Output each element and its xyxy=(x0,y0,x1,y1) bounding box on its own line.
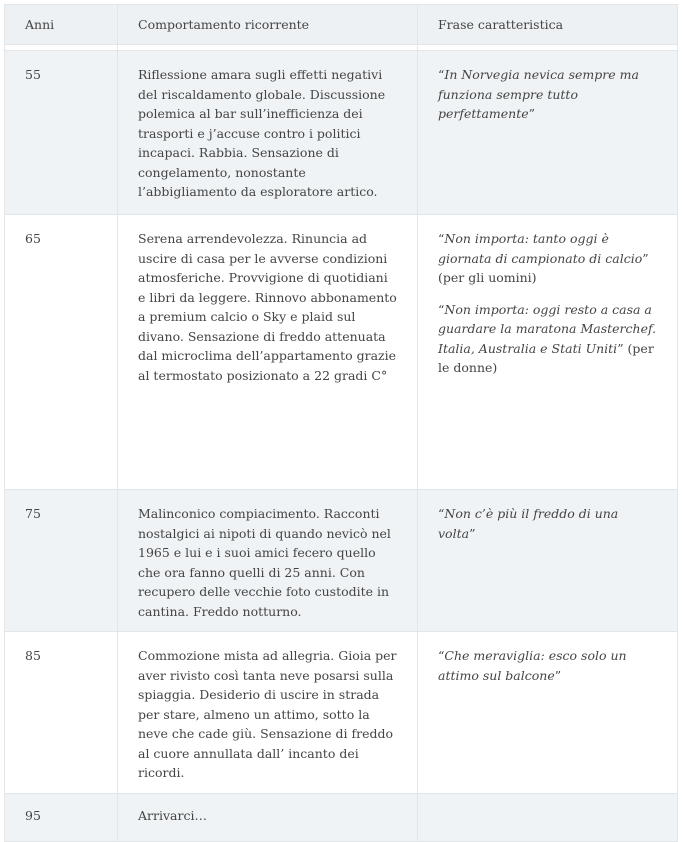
phrase-cell xyxy=(418,51,678,215)
age-cell: 85 xyxy=(5,632,118,794)
table-container xyxy=(4,4,677,842)
table-row xyxy=(5,793,678,841)
phrase-quote xyxy=(438,646,657,685)
quote-text: Non c’è più il freddo di una volta xyxy=(438,506,619,541)
behavior-cell: Malinconico compiacimento. Racconti nostalgici ai nipoti di quando nevicò nel 1965 e lui e i suoi amici fecero quello che ora fanno quelli di 25 anni. Con recupero delle vecchie foto custodite in cantina. Freddo notturno. xyxy=(118,490,418,632)
age-cell: 75 xyxy=(5,490,118,632)
behavior-cell: Commozione mista ad allegria. Gioia per aver rivisto così tanta neve posarsi sulla spiaggia. Desiderio di uscire in strada per stare, almeno un attimo, sotto la neve che cade giù. Sensazione di freddo al cuore annullata dall’ incanto dei ricordi. xyxy=(118,632,418,794)
age-cell: 95 xyxy=(5,793,118,841)
table-row xyxy=(5,51,678,215)
quote-text: Non importa: tanto oggi è giornata di campionato di calcio xyxy=(438,231,643,266)
quote-close-mark: ” xyxy=(528,106,536,121)
quote-close-mark: ” xyxy=(617,340,624,356)
quote-note: (per le donne) xyxy=(438,340,654,375)
quote-text: Che meraviglia: esco solo un attimo sul balcone xyxy=(438,648,627,683)
quote-open-mark: “ xyxy=(438,648,445,663)
header-age: Anni xyxy=(5,5,118,45)
phrase-quote xyxy=(438,229,657,288)
table-row xyxy=(5,215,678,490)
header-behavior: Comportamento ricorrente xyxy=(118,5,418,45)
quote-open-mark: “ xyxy=(438,506,445,521)
phrase-quote xyxy=(438,65,657,124)
phrase-cell xyxy=(418,490,678,632)
quote-close-mark: ” xyxy=(642,250,649,266)
quote-open-mark: “ xyxy=(438,301,445,317)
quote-text: In Norvegia nevica sempre ma funziona sempre tutto perfettamente xyxy=(438,67,639,121)
age-cell: 65 xyxy=(5,215,118,490)
quote-close-mark: ” xyxy=(554,667,562,683)
phrase-cell xyxy=(418,215,678,490)
behavior-cell: Arrivarci… xyxy=(118,793,418,841)
phrase-quote xyxy=(438,300,657,378)
quote-open-mark: “ xyxy=(438,67,445,82)
age-behavior-table xyxy=(4,4,678,842)
quote-close-mark: ” xyxy=(469,525,476,541)
quote-open-mark: “ xyxy=(438,231,445,246)
behavior-cell: Serena arrendevolezza. Rinuncia ad uscire di casa per le avverse condizioni atmosferiche. Provvigione di quotidiani e libri da leggere. Rinnovo abbonamento a premium calcio o Sky e plaid sul divano. Sensazione di freddo attenuata dal microclima dell’appartamento grazie al termostato posizionato a 22 gradi C° xyxy=(118,215,418,490)
quote-note: (per gli uomini) xyxy=(438,270,537,285)
header-phrase: Frase caratteristica xyxy=(418,5,678,45)
table-header-row xyxy=(5,5,678,45)
phrase-quote xyxy=(438,504,657,543)
table-row xyxy=(5,632,678,794)
phrase-cell xyxy=(418,632,678,794)
quote-text: Non importa: oggi resto a casa a guardare la maratona Masterchef. Italia, Australia e Stati Uniti xyxy=(438,301,657,356)
phrase-cell xyxy=(418,793,678,841)
age-cell: 55 xyxy=(5,51,118,215)
table-row xyxy=(5,490,678,632)
behavior-cell: Riflessione amara sugli effetti negativi del riscaldamento globale. Discussione polemica al bar sull’inefficienza dei trasporti e j’accuse contro i politici incapaci. Rabbia. Sensazione di congelamento, nonostante l’abbigliamento da esploratore artico. xyxy=(118,51,418,215)
